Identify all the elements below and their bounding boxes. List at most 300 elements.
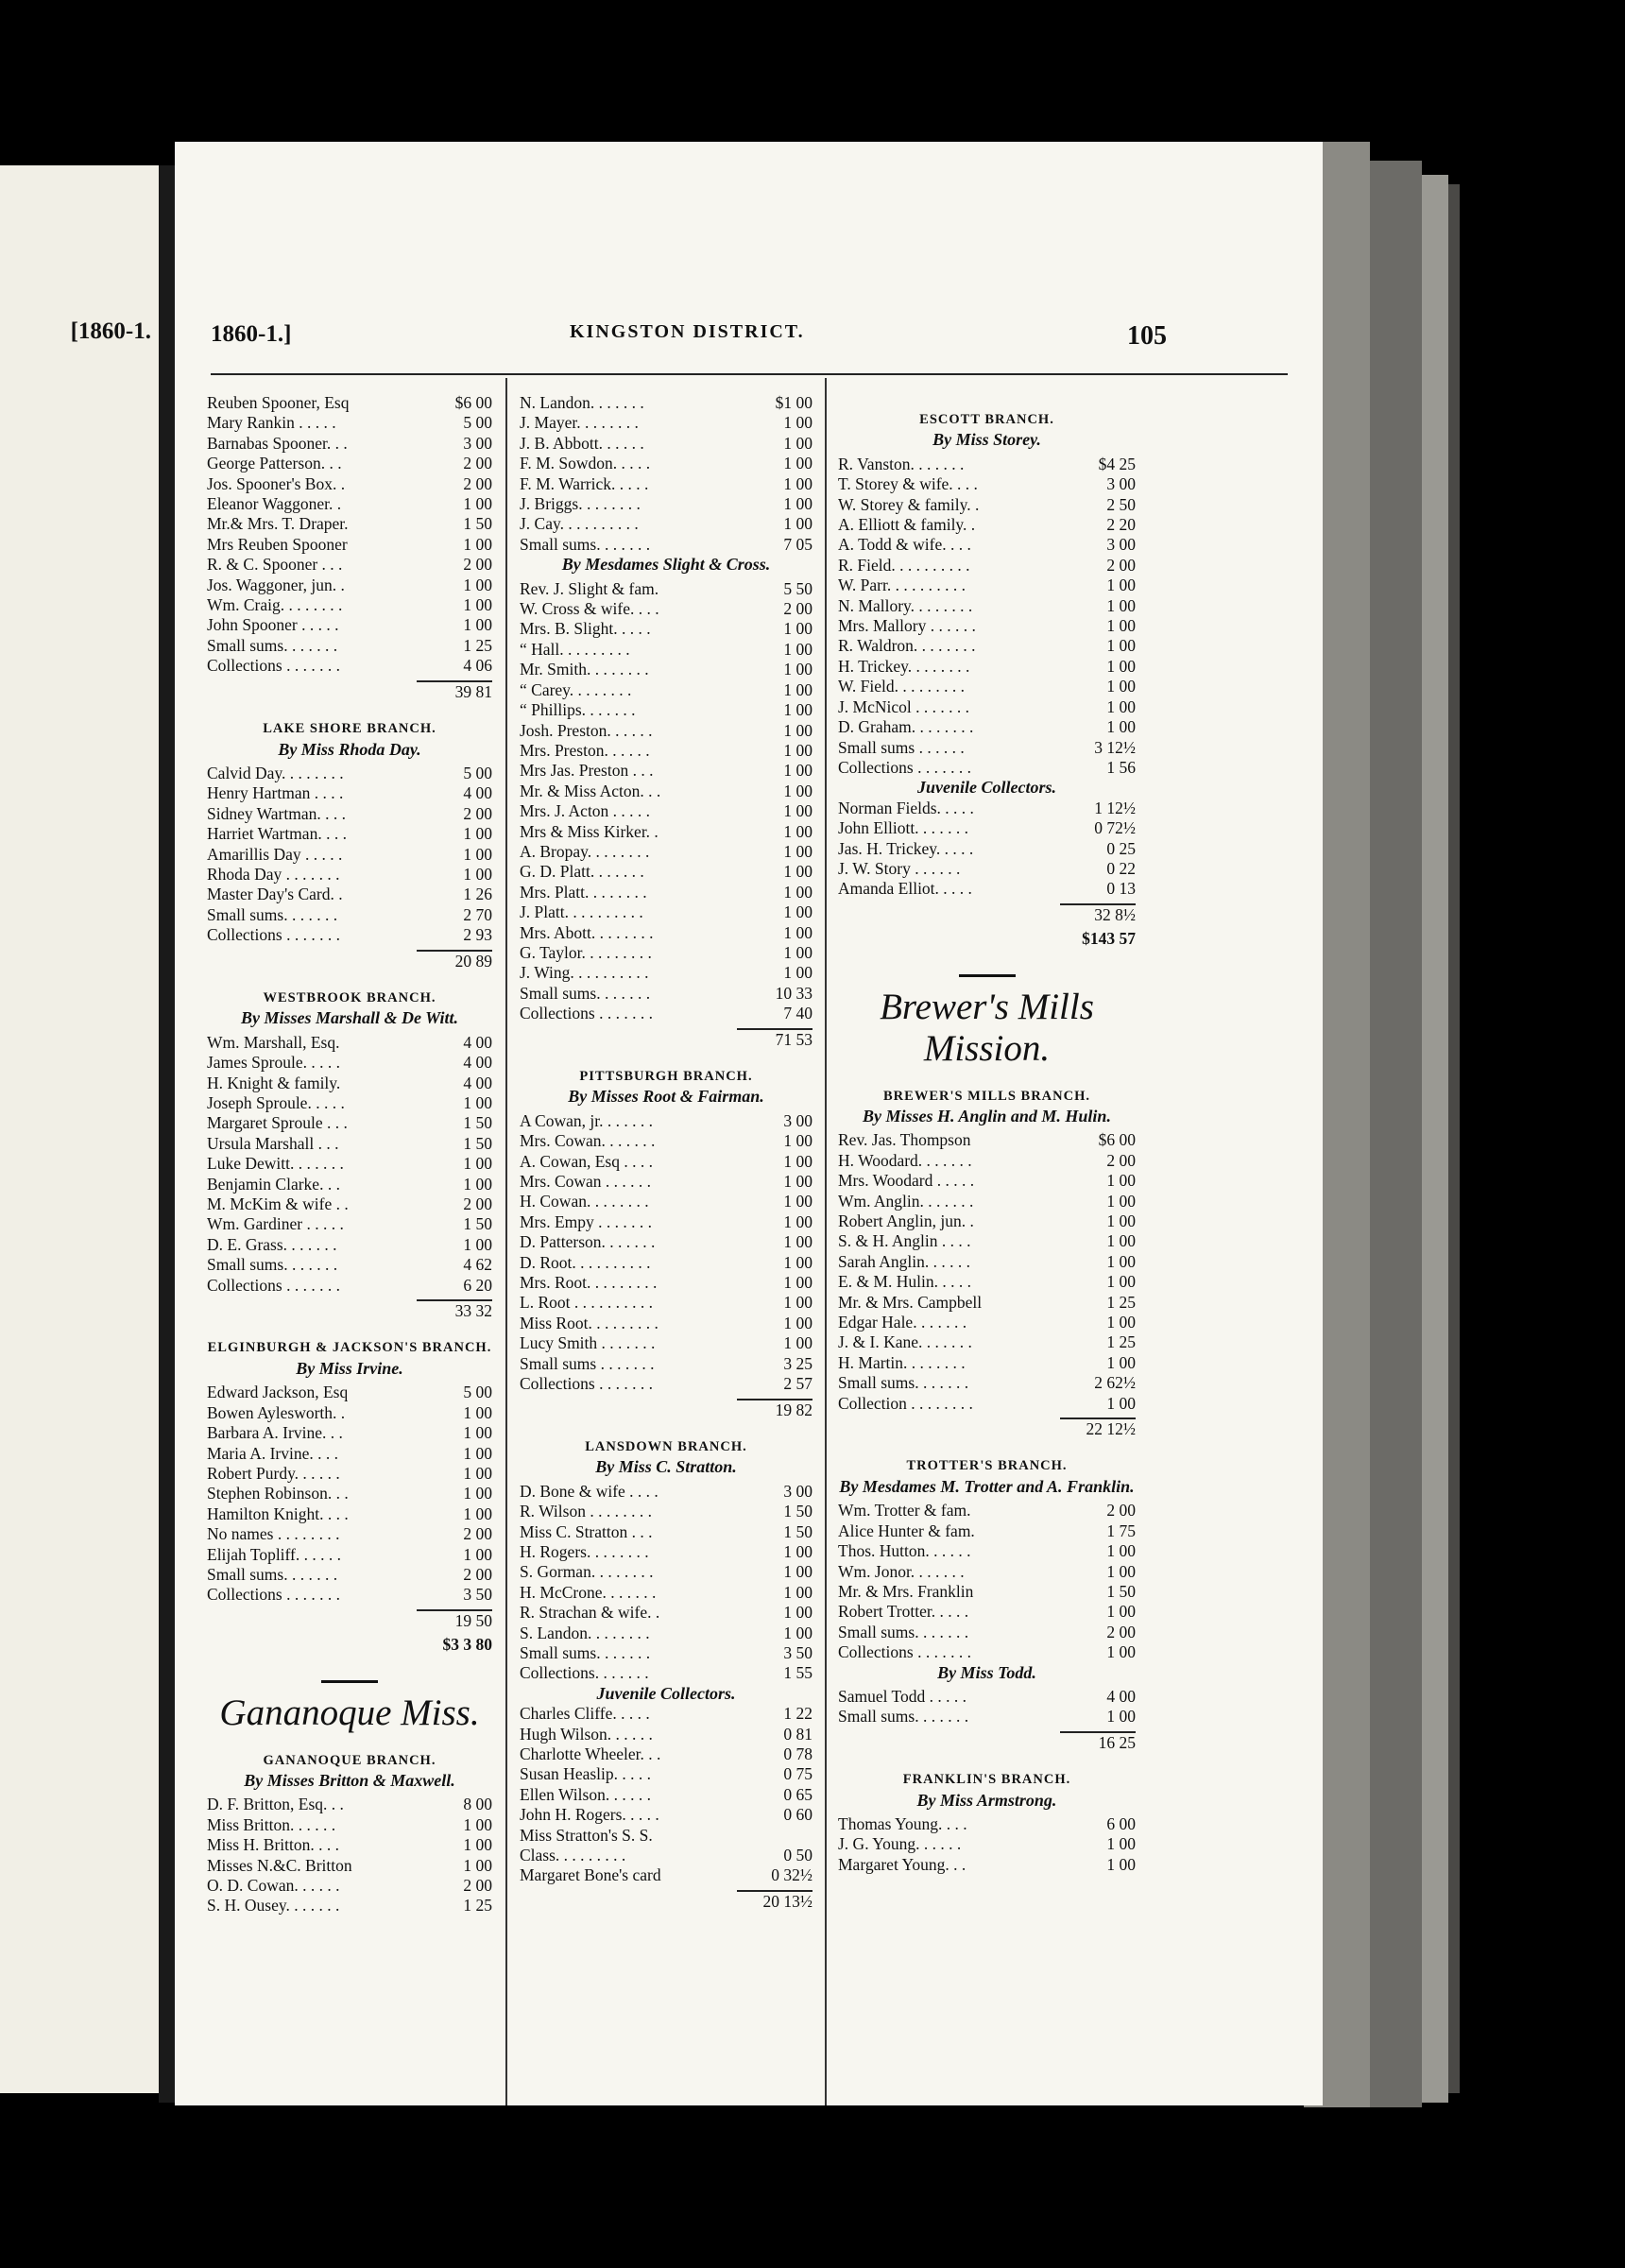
contributor-name: George Patterson. . . [207, 454, 342, 473]
contributor-name: H. Knight & family. [207, 1073, 341, 1092]
contribution-row [207, 1255, 492, 1275]
contributor-name: Ursula Marshall . . . [207, 1133, 339, 1153]
collector-line: By Mesdames M. Trotter and A. Franklin. [839, 1476, 1135, 1496]
subtotal: 19 82 [737, 1399, 812, 1420]
contribution-amount: 1 56 [1106, 757, 1136, 777]
contributor-name: Elijah Topliff. . . . . . [207, 1544, 342, 1564]
contribution-row [207, 1484, 492, 1503]
subtotal: 22 12½ [1060, 1418, 1136, 1439]
contribution-row [520, 1826, 812, 1846]
contribution-amount: $6 00 [1098, 1130, 1136, 1150]
contributor-name: Stephen Robinson. . . [207, 1484, 349, 1503]
contributor-name: Miss Stratton's S. S. [520, 1825, 653, 1845]
contribution-row [838, 1687, 1136, 1707]
contribution-amount: 3 00 [463, 433, 492, 453]
contribution-amount: 6 00 [1106, 1813, 1136, 1833]
contribution-amount: 1 00 [463, 1503, 492, 1523]
contribution-amount: 5 00 [463, 413, 492, 433]
contributor-name: Small sums. . . . . . . [207, 1564, 338, 1584]
contribution-amount: 1 00 [783, 801, 812, 821]
contributor-name: Susan Heaslip. . . . . [520, 1764, 652, 1784]
mission-heading: Gananoque Miss. [219, 1692, 480, 1733]
contributor-name: Collections . . . . . . . [207, 656, 340, 676]
contribution-amount: 1 25 [463, 1896, 492, 1916]
header-year: 1860-1.] [211, 321, 292, 347]
contribution-row [207, 1565, 492, 1585]
contributor-name: Mrs. Empy . . . . . . . [520, 1211, 652, 1231]
contribution-row [207, 1383, 492, 1402]
contribution-amount: 1 00 [783, 1131, 812, 1151]
contribution-row [207, 615, 492, 635]
contribution-row [520, 923, 812, 943]
contributor-name: Mrs. J. Acton . . . . . [520, 801, 651, 821]
contribution-row [207, 885, 492, 904]
page-stack-edge [1370, 161, 1422, 2107]
contribution-row [520, 1354, 812, 1374]
contributor-name: Class. . . . . . . . . [520, 1846, 626, 1865]
contribution-amount: 1 00 [783, 660, 812, 679]
contributor-name: Mrs. Abott. . . . . . . . [520, 922, 654, 942]
grand-total: $3 3 80 [442, 1635, 492, 1655]
branch-heading: LAKE SHORE BRANCH. [263, 721, 436, 737]
contribution-amount: 1 00 [783, 882, 812, 902]
contribution-row [838, 1602, 1136, 1622]
contribution-row [207, 595, 492, 615]
collector-line: By Misses Britton & Maxwell. [244, 1770, 455, 1790]
contributor-name: Small sums. . . . . . . [520, 1642, 651, 1662]
contribution-amount: 2 50 [1106, 494, 1136, 514]
contribution-amount: 1 00 [1106, 1272, 1136, 1292]
contribution-row [838, 474, 1136, 494]
contributor-name: Mrs Reuben Spooner [207, 534, 348, 554]
contribution-row [520, 984, 812, 1004]
contribution-row [520, 822, 812, 842]
contribution-amount: 1 00 [1106, 1854, 1136, 1874]
branch-heading: ESCOTT BRANCH. [919, 412, 1054, 427]
contributor-name: Mary Rankin . . . . . [207, 413, 336, 433]
contribution-amount: 1 00 [783, 963, 812, 983]
contributor-name: “ Phillips. . . . . . . [520, 700, 636, 720]
contribution-amount: 2 62½ [1094, 1373, 1136, 1393]
contribution-amount: 1 00 [783, 619, 812, 639]
contribution-row [207, 1276, 492, 1296]
contribution-amount: 1 00 [1106, 1191, 1136, 1211]
contribution-amount: 0 22 [1106, 858, 1136, 878]
contribution-row [838, 758, 1136, 778]
contribution-amount [750, 1826, 812, 1846]
contribution-row [207, 434, 492, 454]
contribution-amount: 1 00 [783, 679, 812, 699]
contributor-name: J. G. Young. . . . . . [838, 1834, 962, 1854]
contribution-row [520, 741, 812, 761]
contributor-name: Wm. Gardiner . . . . . [207, 1214, 344, 1234]
contributor-name: Wm. Marshall, Esq. [207, 1032, 340, 1052]
contribution-amount: 3 00 [783, 1481, 812, 1501]
contribution-amount: 1 00 [783, 1232, 812, 1252]
contributor-name: Robert Trotter. . . . . [838, 1602, 969, 1622]
contribution-row [520, 862, 812, 882]
contribution-row [838, 1171, 1136, 1191]
contribution-amount: 1 00 [1106, 1834, 1136, 1854]
contributor-name: Wm. Craig. . . . . . . . [207, 595, 343, 615]
contributor-name: J. Wing. . . . . . . . . . [520, 963, 649, 983]
running-header [211, 321, 1323, 359]
contributor-name: D. E. Grass. . . . . . . [207, 1234, 337, 1254]
contribution-row [520, 943, 812, 963]
contribution-row [207, 1444, 492, 1464]
subtotal: 32 8½ [1060, 903, 1136, 925]
contribution-amount: 6 20 [463, 1275, 492, 1295]
contribution-row [838, 1293, 1136, 1313]
contributor-name: S. Gorman. . . . . . . . [520, 1562, 654, 1582]
contribution-amount: 3 25 [783, 1353, 812, 1373]
contribution-row [520, 1314, 812, 1333]
contribution-amount: 1 00 [783, 1172, 812, 1192]
contribution-amount: 1 00 [783, 1333, 812, 1353]
contribution-row [520, 640, 812, 660]
contributor-name: R. Vanston. . . . . . . [838, 454, 965, 473]
ledger-page [175, 142, 1323, 2105]
contribution-amount: 7 05 [783, 534, 812, 554]
contributor-name: Collection . . . . . . . . [838, 1393, 973, 1413]
contributor-name: R. Field. . . . . . . . . . [838, 555, 970, 575]
contribution-row [520, 1805, 812, 1825]
contribution-amount: 2 00 [1106, 1622, 1136, 1641]
contribution-amount: 1 00 [1106, 1231, 1136, 1251]
contribution-amount: 3 50 [783, 1642, 812, 1662]
contribution-row [520, 902, 812, 922]
contributor-name: Rev. Jas. Thompson [838, 1130, 971, 1150]
contributor-name: Mrs. Root. . . . . . . . . [520, 1273, 658, 1293]
contribution-row [520, 1542, 812, 1562]
contributor-name: Wm. Trotter & fam. [838, 1501, 971, 1521]
contributor-name: Mrs Jas. Preston . . . [520, 761, 654, 781]
contribution-row [520, 514, 812, 534]
contributor-name: J. & I. Kane. . . . . . . [838, 1332, 972, 1352]
contribution-row [207, 1545, 492, 1565]
contribution-row [520, 619, 812, 639]
contributor-name: Wm. Jonor. . . . . . . [838, 1561, 965, 1581]
contributor-name: E. & M. Hulin. . . . . [838, 1272, 971, 1292]
branch-heading: FRANKLIN'S BRANCH. [902, 1772, 1071, 1788]
contribution-amount: 1 00 [463, 824, 492, 844]
contribution-row [838, 1313, 1136, 1332]
contribution-row [520, 1522, 812, 1542]
contribution-amount: 1 50 [463, 1133, 492, 1153]
contributor-name: Ellen Wilson. . . . . . [520, 1784, 651, 1804]
contribution-row [838, 677, 1136, 696]
contributor-name: Jas. H. Trickey. . . . . [838, 838, 974, 858]
contributor-name: Collections . . . . . . . [520, 1374, 653, 1394]
contributor-name: T. Storey & wife. . . . [838, 474, 978, 494]
contribution-row [838, 1272, 1136, 1292]
contribution-row [207, 393, 492, 413]
contribution-row [520, 1482, 812, 1502]
contribution-amount: 1 00 [463, 1423, 492, 1443]
contribution-row [207, 1896, 492, 1916]
contribution-row [207, 576, 492, 595]
book-cover-edge [1448, 184, 1460, 2093]
contributor-name: W. Field. . . . . . . . . [838, 677, 966, 696]
contribution-row [207, 1423, 492, 1443]
contribution-amount: $6 00 [454, 393, 492, 412]
section-rule [959, 974, 1016, 977]
contribution-amount: 1 00 [783, 720, 812, 740]
contributor-name: S. Landon. . . . . . . . [520, 1623, 650, 1642]
contribution-row [838, 859, 1136, 879]
contribution-amount: 1 00 [783, 1151, 812, 1171]
contribution-row [520, 1785, 812, 1805]
contributor-name: Mr. & Mrs. Campbell [838, 1292, 983, 1312]
contribution-amount: 1 50 [463, 1113, 492, 1133]
contributor-name: Miss C. Stratton . . . [520, 1521, 653, 1541]
contribution-row [520, 963, 812, 983]
header-rule [211, 373, 1288, 375]
contribution-row [520, 393, 812, 413]
contribution-row [838, 556, 1136, 576]
contribution-amount: 1 00 [463, 1174, 492, 1194]
contribution-row [520, 761, 812, 781]
contribution-row [207, 1113, 492, 1133]
contributor-name: Mrs. Platt. . . . . . . . [520, 882, 647, 902]
contribution-amount: 1 00 [783, 902, 812, 922]
contribution-row [838, 1394, 1136, 1414]
contribution-amount: 1 00 [783, 1623, 812, 1642]
contribution-row [520, 1172, 812, 1192]
contribution-amount: 0 13 [1106, 879, 1136, 899]
contributor-name: Sarah Anglin. . . . . . [838, 1251, 970, 1271]
contribution-row [520, 1764, 812, 1784]
contribution-row [520, 680, 812, 700]
contribution-row [838, 455, 1136, 474]
contribution-amount: 3 12½ [1094, 737, 1136, 757]
contributor-name: Bowen Aylesworth. . [207, 1402, 346, 1422]
contribution-row [207, 454, 492, 473]
column-divider [825, 378, 827, 2105]
branch-heading: PITTSBURGH BRANCH. [579, 1069, 753, 1084]
contribution-amount: 1 00 [463, 1234, 492, 1254]
contribution-amount: 1 00 [783, 1192, 812, 1211]
contributor-name: Collections . . . . . . . [520, 1004, 653, 1023]
contribution-row [838, 1623, 1136, 1642]
contributor-name: A. Bropay. . . . . . . . [520, 841, 650, 861]
contribution-amount: 1 00 [783, 1582, 812, 1602]
contribution-row [520, 1624, 812, 1643]
contribution-row [207, 804, 492, 824]
contribution-amount: 2 00 [463, 473, 492, 493]
contribution-amount: 5 00 [463, 1383, 492, 1402]
contributor-name: Small sums. . . . . . . [838, 1373, 969, 1393]
contribution-amount: 1 55 [783, 1663, 812, 1683]
contribution-amount: 2 00 [783, 599, 812, 619]
contributor-name: Jos. Spooner's Box. . [207, 473, 346, 493]
contributor-name: O. D. Cowan. . . . . . [207, 1876, 340, 1895]
contributor-name: Mrs & Miss Kirker. . [520, 821, 659, 841]
contributor-name: Thos. Hutton. . . . . . [838, 1541, 971, 1561]
contributor-name: Small sums. . . . . . . [838, 1622, 969, 1641]
contributor-name: Margaret Bone's card [520, 1865, 661, 1885]
contributor-name: Collections. . . . . . . [520, 1663, 649, 1683]
collector-line: By Misses Marshall & De Witt. [240, 1008, 459, 1028]
contribution-row [520, 1232, 812, 1252]
contribution-row [838, 818, 1136, 838]
contribution-amount: 1 00 [783, 494, 812, 514]
contribution-amount: 1 50 [1106, 1581, 1136, 1601]
collector-line: By Miss Irvine. [296, 1358, 403, 1378]
contribution-amount: 1 00 [783, 1293, 812, 1313]
contribution-row [520, 474, 812, 494]
contribution-amount: 2 00 [463, 1564, 492, 1584]
contribution-amount: 4 00 [463, 1073, 492, 1092]
contributor-name: J. Platt. . . . . . . . . . [520, 902, 643, 922]
contribution-amount: 1 00 [1106, 717, 1136, 737]
contribution-amount: 1 00 [463, 864, 492, 884]
contribution-amount: $1 00 [775, 393, 812, 412]
contribution-amount: 1 00 [783, 922, 812, 942]
contribution-amount: 2 20 [1106, 515, 1136, 535]
collector-line: By Miss Armstrong. [916, 1790, 1057, 1810]
contributor-name: Alice Hunter & fam. [838, 1521, 975, 1540]
contribution-row [207, 1835, 492, 1855]
contribution-row [520, 1704, 812, 1724]
contribution-row [207, 1053, 492, 1073]
contribution-row [520, 1374, 812, 1394]
contributor-name: Hamilton Knight. . . . [207, 1503, 349, 1523]
contribution-row [520, 801, 812, 821]
contribution-amount: 1 22 [783, 1704, 812, 1724]
contribution-row [207, 1585, 492, 1605]
column-1 [207, 393, 492, 1916]
subtotal: 16 25 [1060, 1731, 1136, 1753]
contribution-amount: 1 00 [783, 1313, 812, 1332]
contribution-row [838, 799, 1136, 818]
contribution-row [520, 1643, 812, 1663]
contribution-row [838, 717, 1136, 737]
contributor-name: Small sums . . . . . . . [520, 1353, 655, 1373]
contribution-row [520, 782, 812, 801]
contributor-name: Barbara A. Irvine. . . [207, 1423, 343, 1443]
contribution-row [207, 925, 492, 945]
contribution-amount: 3 50 [463, 1585, 492, 1605]
contributor-name: Mrs. Cowan. . . . . . . [520, 1131, 656, 1151]
contribution-amount: 1 00 [463, 1544, 492, 1564]
contribution-amount: 2 00 [463, 555, 492, 575]
contributor-name: Josh. Preston. . . . . . [520, 720, 653, 740]
collector-line: By Misses H. Anglin and M. Hulin. [863, 1106, 1111, 1125]
contribution-row [520, 599, 812, 619]
page-number: 105 [1127, 321, 1167, 351]
contribution-row [207, 783, 492, 803]
contributor-name: A. Elliott & family. . [838, 515, 976, 535]
contribution-amount: 1 00 [783, 841, 812, 861]
branch-heading: GANANOQUE BRANCH. [263, 1752, 436, 1768]
contributor-name: Harriet Wartman. . . . [207, 824, 347, 844]
contribution-amount: 1 00 [783, 942, 812, 962]
contributor-name: R. Strachan & wife. . [520, 1603, 660, 1623]
contribution-amount: 1 00 [1106, 1561, 1136, 1581]
contribution-amount: 1 00 [463, 1484, 492, 1503]
contributor-name: Collections . . . . . . . [838, 757, 971, 777]
mission-heading: Brewer's Mills Mission. [880, 986, 1094, 1069]
contribution-row [838, 657, 1136, 677]
contributor-name: Thomas Young. . . . [838, 1813, 967, 1833]
contribution-amount: 1 00 [783, 862, 812, 882]
contribution-row [207, 1093, 492, 1113]
facing-page-header: [1860-1. [70, 318, 151, 344]
contributor-name: Robert Anglin, jun. . [838, 1211, 974, 1230]
collector-line: By Miss Storey. [932, 430, 1041, 450]
contribution-row [838, 576, 1136, 595]
contribution-amount: 0 50 [783, 1846, 812, 1865]
contribution-row [207, 413, 492, 433]
branch-heading: ELGINBURGH & JACKSON'S BRANCH. [207, 1340, 492, 1356]
contributor-name: Hugh Wilson. . . . . . [520, 1724, 653, 1744]
contributor-name: Mrs. B. Slight. . . . . [520, 619, 651, 639]
contribution-row [520, 1583, 812, 1603]
contributor-name: Calvid Day. . . . . . . . [207, 763, 344, 782]
contributor-name: Edward Jackson, Esq [207, 1383, 349, 1402]
contribution-amount: 0 72½ [1094, 818, 1136, 838]
contribution-amount: 10 33 [775, 983, 812, 1003]
contribution-row [838, 1151, 1136, 1171]
contributor-name: G. D. Platt. . . . . . . [520, 862, 644, 882]
contribution-row [207, 764, 492, 783]
contribution-row [520, 1725, 812, 1744]
contribution-row [207, 1795, 492, 1814]
contributor-name: D. Patterson. . . . . . . [520, 1232, 656, 1252]
contributor-name: J. Mayer. . . . . . . . [520, 413, 639, 433]
contributor-name: J. McNicol . . . . . . . [838, 696, 970, 716]
contribution-row [838, 1521, 1136, 1541]
contribution-row [520, 579, 812, 599]
contributor-name: Maria A. Irvine. . . . [207, 1443, 338, 1463]
contributor-name: Miss Britton. . . . . . [207, 1814, 336, 1834]
contributor-name: Jos. Waggoner, jun. . [207, 575, 345, 594]
contribution-row [207, 1464, 492, 1484]
header-title: KINGSTON DISTRICT. [570, 321, 805, 342]
contribution-amount: 1 00 [463, 494, 492, 514]
contribution-row [838, 636, 1136, 656]
contribution-row [838, 495, 1136, 515]
contribution-amount: 4 00 [463, 1032, 492, 1052]
contributor-name: J. W. Story . . . . . . [838, 858, 961, 878]
contribution-row [207, 535, 492, 555]
column-divider [505, 378, 507, 2105]
subtotal: 33 32 [417, 1299, 492, 1321]
contributor-name: R. Wilson . . . . . . . . [520, 1502, 652, 1521]
contribution-amount: 2 00 [463, 803, 492, 823]
contributor-name: Wm. Anglin. . . . . . . [838, 1191, 974, 1211]
contribution-amount: 1 25 [463, 635, 492, 655]
contributor-name: H. Cowan. . . . . . . . [520, 1192, 649, 1211]
contribution-amount: 1 50 [783, 1521, 812, 1541]
contributor-name: Collections . . . . . . . [207, 1585, 340, 1605]
contribution-amount: 2 00 [1106, 555, 1136, 575]
contribution-row [520, 842, 812, 862]
collector-line: By Miss Rhoda Day. [278, 739, 421, 759]
contribution-row [520, 660, 812, 679]
contributor-name: Charlotte Wheeler. . . [520, 1744, 661, 1763]
contributor-name: Rhoda Day . . . . . . . [207, 864, 340, 884]
contribution-row [520, 883, 812, 902]
contributor-name: L. Root . . . . . . . . . . [520, 1293, 653, 1313]
contribution-row [838, 1231, 1136, 1251]
branch-heading: TROTTER'S BRANCH. [906, 1458, 1068, 1474]
contribution-row [207, 1214, 492, 1234]
contribution-amount: 1 00 [463, 1463, 492, 1483]
contribution-amount: 0 75 [783, 1764, 812, 1784]
contribution-amount: 2 00 [1106, 1150, 1136, 1170]
